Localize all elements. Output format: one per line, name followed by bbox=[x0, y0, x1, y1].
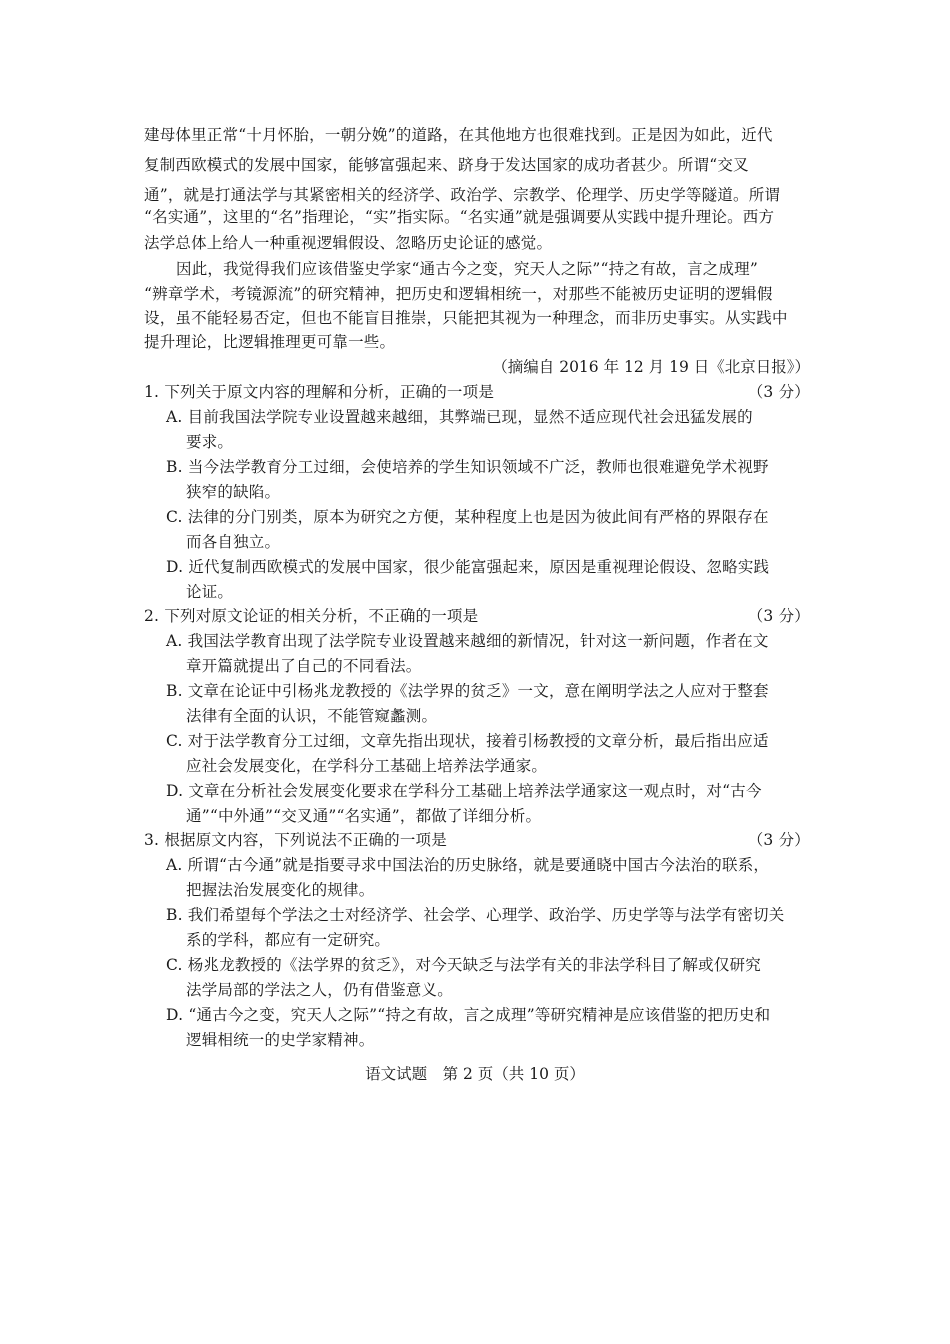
option-d-cont: 论证。 bbox=[186, 583, 234, 601]
option-b: B. 我们希望每个学法之士对经济学、社会学、心理学、政治学、历史学等与法学有密切关 bbox=[166, 906, 785, 924]
option-a: A. 我国法学教育出现了法学院专业设置越来越细的新情况，针对这一新问题，作者在文 bbox=[166, 632, 769, 650]
passage-line: 提升理论，比逻辑推理更可靠一些。 bbox=[144, 333, 396, 351]
page-footer: 语文试题 第 2 页（共 10 页） bbox=[365, 1065, 585, 1083]
option-a-cont: 章开篇就提出了自己的不同看法。 bbox=[186, 657, 422, 675]
option-d: D. 近代复制西欧模式的发展中国家，很少能富强起来，原因是重视理论假设、忽略实践 bbox=[166, 558, 770, 576]
question-stem: 3. 根据原文内容，下列说法不正确的一项是 bbox=[144, 831, 447, 849]
option-b-cont: 法律有全面的认识，不能管窥蠡测。 bbox=[186, 707, 438, 725]
passage-line: 设，虽不能轻易否定，但也不能盲目推崇，只能把其视为一种理念，而非历史事实。从实践中 bbox=[144, 309, 788, 327]
question-score: （3 分） bbox=[747, 383, 810, 401]
option-a-cont: 要求。 bbox=[186, 433, 234, 451]
option-a-cont: 把握法治发展变化的规律。 bbox=[186, 881, 375, 899]
option-d: D. 文章在分析社会发展变化要求在学科分工基础上培养法学通家这一观点时，对“古今 bbox=[166, 782, 762, 800]
passage-source: （摘编自 2016 年 12 月 19 日《北京日报》） bbox=[492, 358, 810, 376]
option-c-cont: 而各自独立。 bbox=[186, 533, 281, 551]
option-c-cont: 法学局部的学法之人，仍有借鉴意义。 bbox=[186, 981, 453, 999]
option-d: D. “通古今之变，究天人之际”“持之有故，言之成理”等研究精神是应该借鉴的把历史和 bbox=[166, 1006, 771, 1024]
passage-line: 复制西欧模式的发展中国家，能够富强起来、跻身于发达国家的成功者甚少。所谓“交叉 bbox=[144, 156, 749, 174]
option-a: A. 所谓“古今通”就是指要寻求中国法治的历史脉络，就是要通晓中国古今法治的联系， bbox=[166, 856, 770, 874]
option-d-cont: 通”“中外通”“交叉通”“名实通”，都做了详细分析。 bbox=[186, 807, 542, 825]
question-stem: 2. 下列对原文论证的相关分析，不正确的一项是 bbox=[144, 607, 479, 625]
passage-line: 因此，我觉得我们应该借鉴史学家“通古今之变，究天人之际”“持之有故，言之成理” bbox=[176, 260, 758, 278]
passage-line: 法学总体上给人一种重视逻辑假设、忽略历史论证的感觉。 bbox=[144, 234, 553, 252]
passage-line: 通”，就是打通法学与其紧密相关的经济学、政治学、宗教学、伦理学、历史学等隧道。所谓 bbox=[144, 186, 781, 204]
option-b: B. 当今法学教育分工过细，会使培养的学生知识领域不广泛，教师也很难避免学术视野 bbox=[166, 458, 769, 476]
question-score: （3 分） bbox=[747, 831, 810, 849]
option-d-cont: 逻辑相统一的史学家精神。 bbox=[186, 1031, 375, 1049]
option-c: C. 对于法学教育分工过细，文章先指出现状，接着引杨教授的文章分析，最后指出应适 bbox=[166, 732, 769, 750]
passage-line: “名实通”，这里的“名”指理论，“实”指实际。“名实通”就是强调要从实践中提升理论。西方 bbox=[144, 208, 775, 226]
question-stem: 1. 下列关于原文内容的理解和分析，正确的一项是 bbox=[144, 383, 495, 401]
option-b-cont: 系的学科，都应有一定研究。 bbox=[186, 931, 391, 949]
option-c: C. 法律的分门别类，原本为研究之方便，某种程度上也是因为彼此间有严格的界限存在 bbox=[166, 508, 769, 526]
option-b-cont: 狭窄的缺陷。 bbox=[186, 483, 281, 501]
passage-line: 建母体里正常“十月怀胎，一朝分娩”的道路，在其他地方也很难找到。正是因为如此，近代 bbox=[144, 126, 773, 144]
option-a: A. 目前我国法学院专业设置越来越细，其弊端已现，显然不适应现代社会迅猛发展的 bbox=[166, 408, 753, 426]
option-b: B. 文章在论证中引杨兆龙教授的《法学界的贫乏》一文，意在阐明学法之人应对于整套 bbox=[166, 682, 769, 700]
passage-line: “辨章学术，考镜源流”的研究精神，把历史和逻辑相统一，对那些不能被历史证明的逻辑假 bbox=[144, 285, 773, 303]
question-score: （3 分） bbox=[747, 607, 810, 625]
option-c-cont: 应社会发展变化，在学科分工基础上培养法学通家。 bbox=[186, 757, 548, 775]
option-c: C. 杨兆龙教授的《法学界的贫乏》，对今天缺乏与法学有关的非法学科目了解或仅研究 bbox=[166, 956, 761, 974]
